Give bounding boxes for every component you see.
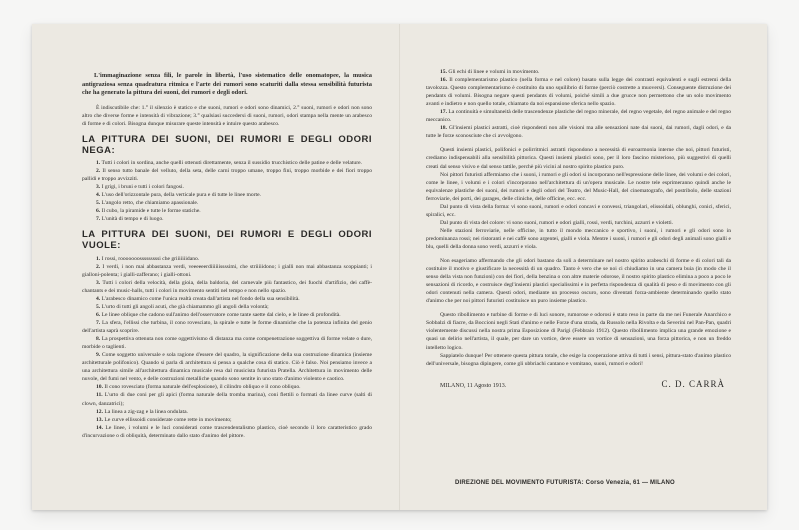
numbered-item [82,207,372,215]
numbered-item [82,295,372,303]
item-number: 4. [96,295,101,302]
numbered-item [82,383,372,391]
item-text: La sfera, l'ellissi che turbina, il cono rovesciato, la spirale e tutte le forme dinamiche che la potenza infinita del genio dell'artista saprà scoprire. [82,320,372,335]
item-number: 9. [96,352,101,359]
item-number: 12. [96,408,103,415]
item-number: 7. [96,216,101,223]
item-number: 16. [440,77,447,84]
numbered-item [82,303,372,311]
item-number: 5. [96,303,101,310]
numbered-item [82,408,372,416]
item-text: Il cono rovesciato (forma naturale dell'esplosione), il cilindro obliquo e il cono obliquo. [103,384,301,391]
numbered-item [82,416,372,424]
author-signature: C. D. CARRÀ [661,378,725,389]
item-number: 17. [440,109,447,116]
numbered-item [82,391,372,407]
item-text: Tutti i colori in sordina, anche quelli ottenuti direttamente, senza il sussidio trucchistico delle patine e delle velature. [100,160,362,167]
item-text: L'angolo retto, che chiamiamo apassionale. [100,200,199,207]
numbered-item [82,255,372,263]
item-number: 10. [96,384,103,391]
publisher-footer: DIREZIONE DEL MOVIMENTO FUTURISTA: Corso Venezia, 61 — MILANO [455,480,675,486]
numbered-item [82,263,372,279]
numbered-item [82,183,372,191]
numbered-item [82,167,372,183]
item-text: Il complementarismo plastico (nella forma e nel colore) basato sulla legge dei contrasti equivalenti e sugli estremi della tavolozza. Questo complementarismo è costituito da uno squilibrio di forme (perciò costrette a muoversi). Conseguente distruzione dei pendants di volumi. Bisogna negare questi pendants di volumi, poiché simili a due grucce non permettono che un solo movimento avanti e indietro e non quello totale, chiamato da noi espansione sferica nello spazio. [426,77,731,108]
numbered-item [426,124,731,140]
item-number: 18. [440,125,447,132]
left-text-column [82,72,372,440]
body-paragraph: Non esageriamo affermando che gli odori bastano da soli a determinare nel nostro spirito arabeschi di forme e di colori tali da costituire il motivo e giustificare la necessità di un quadro. Tanto è vero che se noi ci chiudiamo in una camera buia (in modo che il senso della vista non funzioni) con dei fiori, della benzina o con altre materie odorose, il nostro spirito plastico elimina a poco a poco le sensazioni di ricordo, e costruisce degl'insiemi plastici specialissimi e in perfetta rispondenza di qualità di peso e di movimento con gli odori contenuti nella camera. Questi odori, mediante un processo oscuro, sono diventati forza-ambiente determinando quello stato d'animo che per noi pittori futuristi costituisce un puro insieme plastico. [426,258,731,305]
item-text: L'arabesco dinamico come l'unica realtà creata dall'artista nel fondo della sua sensibilità. [100,295,300,302]
item-text: I verdi, i non mai abbastanza verdi, veeeeeerdiiiiiissssimi, che striiiiidono; i gialli non mai abbastanza scoppianti; i gialloni-polenta; i gialli-zafferano; i gialli-ottoni. [82,263,372,278]
body-paragraph: Questo ribollimento e turbine di forme e di luci sonore, rumorose e odorosi è stato reso in parte da me nei Funerale Anarchico e Sobbalzi di fiacre, da Boccioni negli Stati d'animo e nelle Forze d'una strada, da Russolo nella Rivolta e da Severini nel Pan-Pan, quadri violentemente discussi nella nostra prima Esposizione di Parigi (Febbraio 1912). Questo ribollimento implica una grande emozione e quasi un delirio nell'artista, il quale, per dare un vortice, deve essere un vortice di sensazioni, una forza pittorica, e non un freddo intelletto logico. [426,312,731,351]
item-number: 6. [96,312,101,318]
item-text: Tutti i colori della velocità, della gioia, della baldoria, del carnevale più fantastico, dei fuochi d'artifizio, dei caffè-chantants e dei music-halls, tutti i colori in movimento sentiti nel tempo e non nello spazio. [82,279,372,294]
item-text: Gli echi di linee e volumi in movimento. [447,69,540,75]
vuole-list-continued [426,68,731,140]
numbered-item [82,311,372,319]
right-page [401,24,767,510]
premise-paragraph: È indiscutibile che: 1.° il silenzio è statico e che suoni, rumori e odori sono dinamici, 2.° suoni, rumori e odori non sono altro che diverse forme e intensità di vibrazione; 3.° qualsiasi succedersi di suoni, rumori, odori stampa nella mente un arabesco di forme e di colori. Bisogna dunque misurare queste intensità e intuire questo arabesco. [82,104,372,127]
item-number: 11. [96,392,103,399]
item-text: Le linee, i volumi e le luci considerati come trascendentalismo plastico, cioè secondo il loro caratteristico grado d'incurvazione o di obliquità, determinato dallo stato d'animo del pittore. [82,424,372,439]
nega-list [82,159,372,223]
item-text: La linea a zig-zag e la linea ondulata. [103,408,188,415]
item-number: 4. [96,192,101,199]
item-text: L'urto di tutti gli angoli acuti, che già chiamammo gli angoli della volontà; [100,303,269,310]
numbered-item [426,68,731,76]
body-paragraph: Noi pittori futuristi affermiamo che i suoni, i rumori e gli odori si incorporano nell'espressione delle linee, dei volumi e dei colori, come le linee, i volumi e i colori s'incorporano nell'architettura di un'opera musicale. Le nostre tele esprimeranno quindi anche le equivalenze plastiche dei suoni, dei rumori e degli odori del Teatro, del Music-Hall, del cinematografo, del postribolo, delle stazioni ferroviarie, dei porti, dei garages, delle cliniche, delle officine, ecc. ecc. [426,171,731,202]
vuole-list [82,255,372,440]
item-text: Come soggetto universale e sola ragione d'essere del quadro, la significazione della sua costruzione dinamica (insieme architetturale polifonico). Quando si parla di architettura si pensa a qualche cosa di statico. Ciò è falso. Noi pensiamo invece a una architettura simile all'architettura dinamica musicale resa dal musicista futurista Pratella. Architettura in movimento delle nuvole, del fumi nel vento, e delle costruzioni metalliche quando sono sentite in uno stato d'animo violento e caotico. [82,352,372,383]
item-text: Il cubo, la piramide e tutte le forme statiche. [100,208,201,215]
item-text: I rossi, rooooooosssssssssi che griiiiiiidano. [100,255,200,262]
body-paragraph: Questi insiemi plastici, polifonici e polirritmici astratti rispondono a necessità di euroarmonia interne che noi, pittori futuristi, crediamo indispensabili alla sensibilità pittorica. Questi insiemi plastici sono, per il loro fascino misterioso, più suggestivi di quelli creati dal senso visivo e dal senso tattile, perchè più vicini al nostro spirito plastico puro. [426,147,731,170]
item-number: 14. [96,424,103,431]
heading-vuole: LA PITTURA DEI SUONI, DEI RUMORI E DEGLI ODORI VUOLE: [82,229,372,252]
numbered-item [82,159,372,167]
numbered-item [82,215,372,223]
item-number: 2. [96,263,101,270]
item-number: 6. [96,208,101,215]
numbered-item [426,76,731,108]
numbered-item [82,279,372,295]
item-number: 3. [96,279,101,286]
item-text: Il senso tutto banale del velluto, della seta, delle carni troppo umane, troppo fini, troppo morbide e dei fiori troppo pallidi e troppo avvizziti. [82,168,372,183]
open-booklet-spread [32,24,767,510]
numbered-item [426,108,731,124]
item-number: 3. [96,184,101,191]
item-text: L'unità di tempo e di luogo. [100,216,164,223]
form-paragraph: Dal punto di vista della forma: vi sono suoni, rumori e odori concavi e convessi, triangolari, elissoidali, oblunghi, conici, sferici, spiralici, ecc. [426,203,731,218]
item-number: 2. [96,168,101,175]
item-number: 7. [96,320,101,327]
item-text: Le curve ellissoidi considerate come rette in movimento; [103,416,232,423]
item-number: 1. [96,255,101,262]
numbered-item [82,351,372,383]
item-number: 1. [96,160,101,167]
heading-nega: LA PITTURA DEI SUONI, DEI RUMORI E DEGLI ODORI NEGA: [82,133,372,156]
numbered-item [82,199,372,207]
item-number: 15. [440,69,447,75]
item-number: 5. [96,200,101,207]
numbered-item [82,191,372,199]
item-text: Le linee oblique che cadono sull'animo dell'osservatore come tante saette dal cielo, e le linee di profondità. [100,312,341,318]
closing-paragraph: Sappiatelo dunque! Per ottenere questa pittura totale, che esige la cooperazione attiva di tutti i sensi, pittura-stato d'animo plastico dell'universale, bisogna dipingere, come gli ubbriachi cantano e vomitano, suoni, rumori e odori! [426,352,731,367]
item-number: 8. [96,336,101,343]
item-text: I grigi, i bruni e tutti i colori fangosi. [100,184,184,191]
numbered-item [82,424,372,440]
item-text: Gl'insiemi plastici astratti, cioè rispondenti non alle visioni ma alle sensazioni nate dai suoni, dai rumori, dagli odori, e da tutte le forze sconosciute che ci avvolgono. [426,125,731,140]
signature-block [426,380,731,394]
item-text: L'uso dell'orizzontale pura, della verticale pura e di tutte le linee morte. [100,192,261,199]
intro-paragraph: L'immaginazione senza fili, le parole in libertà, l'uso sistematico delle onomatopee, la musica antigraziosa senza quadratura ritmica e l'arte dei rumori sono scaturiti dalla stessa sensibilità futurista che ha generato la pittura dei suoni, dei rumori e degli odori. [82,72,372,97]
numbered-item [82,335,372,351]
item-text: La prospettiva ottenuta non come oggettivismo di distanza ma come compenetrazione soggettiva di forme velate o dure, morbide o taglienti. [82,336,372,351]
right-text-column [426,68,731,394]
item-text: L'urto di due coni per gli apici (forma naturale della tromba marina), coni flettili o formati da linee curve (salti di clown, danzatrici); [82,392,372,407]
body-paragraph: Nelle stazioni ferroviarie, nelle officine, in tutto il mondo meccanico e sportivo, i suoni, i rumori e gli odori sono in predominanza rossi; nei ristoranti e nei caffè sono argentei, gialli e viola. Mentre i suoni, i rumori e gli odori degli animali sono gialli e blu, quelli della donna sono verdi, azzurri e viola. [426,227,731,250]
item-text: La continuità e simultaneità delle trascendenze plastiche del regno minerale, del regno vegetale, del regno animale e del regno meccanico. [426,109,731,124]
colour-paragraph: Dal punto di vista del colore: vi sono suoni, rumori e odori gialli, rossi, verdi, turchini, azzurri e violetti. [440,219,674,226]
left-page [32,24,399,510]
place-date: MILANO, 11 Agosto 1913. [440,382,507,389]
numbered-item [82,319,372,335]
item-number: 13. [96,416,103,423]
